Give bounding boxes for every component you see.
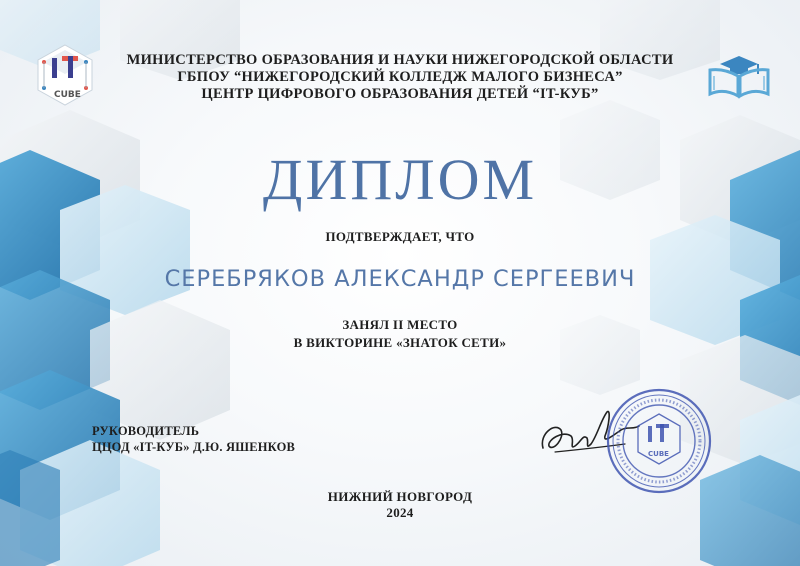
college-line: ГБПОУ “НИЖЕГОРОДСКИЙ КОЛЛЕДЖ МАЛОГО БИЗНЕСА” bbox=[177, 69, 623, 85]
signatory-role: РУКОВОДИТЕЛЬ bbox=[92, 424, 200, 438]
logo-text: CUBE bbox=[54, 90, 81, 100]
ministry-line: МИНИСТЕРСТВО ОБРАЗОВАНИЯ И НАУКИ НИЖЕГОРОДСКОЙ ОБЛАСТИ bbox=[126, 52, 674, 68]
center-line: ЦЕНТР ЦИФРОВОГО ОБРАЗОВАНИЯ ДЕТЕЙ “IT-КУБ” bbox=[201, 86, 599, 102]
recipient-name: СЕРЕБРЯКОВ АЛЕКСАНДР СЕРГЕЕВИЧ bbox=[164, 266, 636, 292]
city-text: НИЖНИЙ НОВГОРОД bbox=[327, 489, 473, 504]
seal-text: CUBE bbox=[648, 450, 669, 458]
diploma-title: ДИПЛОМ bbox=[262, 147, 538, 212]
confirms-text: ПОДТВЕРЖДАЕТ, ЧТО bbox=[325, 229, 475, 244]
signatory-name: ЦЦОД «IT-КУБ» Д.Ю. ЯШЕНКОВ bbox=[92, 440, 296, 454]
seal-stamp-icon bbox=[604, 386, 714, 496]
year-text: 2024 bbox=[386, 505, 414, 520]
place-text: ЗАНЯЛ II МЕСТО bbox=[342, 317, 458, 332]
event-text: В ВИКТОРИНЕ «ЗНАТОК СЕТИ» bbox=[293, 335, 507, 350]
